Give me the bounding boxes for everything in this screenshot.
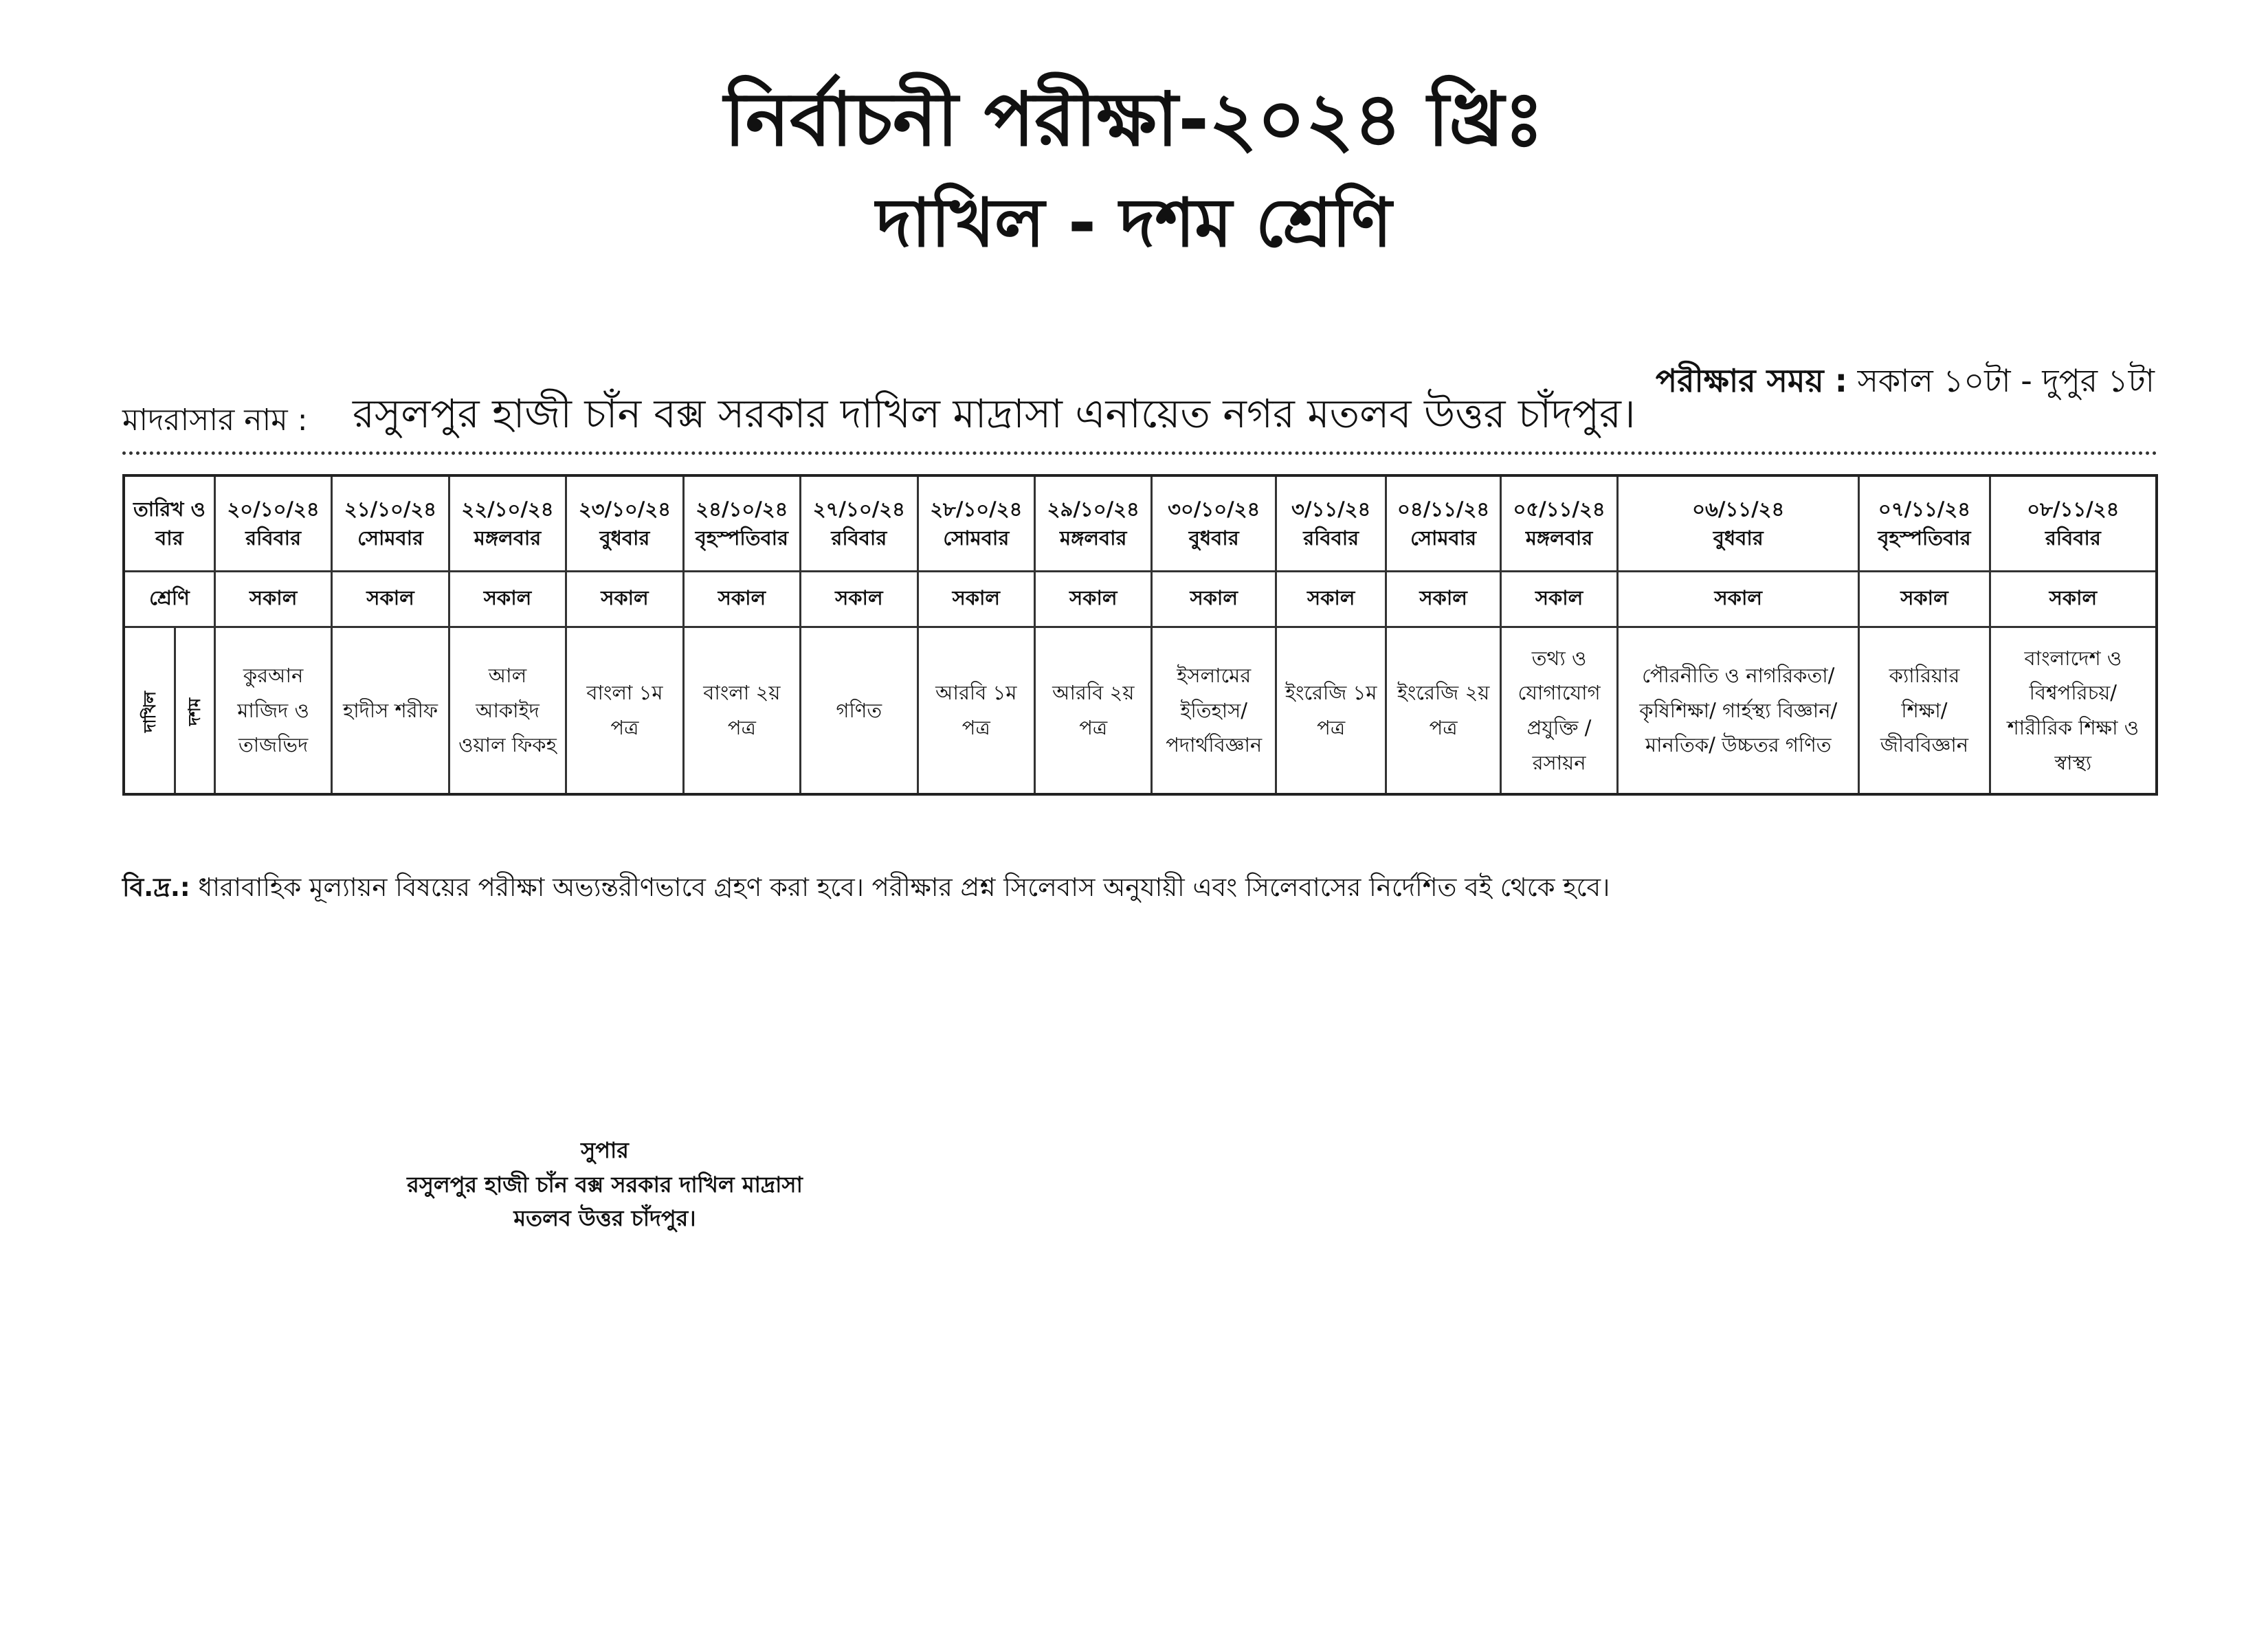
madrasa-name-line [122,390,2158,455]
exam-day: রবিবার [2045,526,2101,550]
exam-day: মঙ্গলবার [474,526,542,550]
exam-day: সোমবার [357,526,424,550]
class-name: দাখিল [140,691,160,732]
date-cell [1500,475,1617,572]
exam-date: ২০/১০/২৪ [227,497,320,521]
shift-cell: সকাল [1386,572,1500,627]
exam-day: বুধবার [1713,526,1764,550]
exam-date: ০৪/১১/২৪ [1397,497,1490,521]
subject-cell: তথ্য ও যোগাযোগ প্রযুক্তি / রসায়ন [1500,627,1617,795]
date-row [124,475,2157,572]
date-cell [566,475,683,572]
note-label: বি.দ্র.: [122,873,190,902]
exam-day: রবিবার [1303,526,1359,550]
signature-address: মতলব উত্তর চাঁদপুর। [513,1205,696,1232]
subject-cell: ইংরেজি ২য় পত্র [1386,627,1500,795]
exam-day: রবিবার [245,526,302,550]
exam-date: ২৯/১০/২৪ [1047,497,1139,521]
shift-cell: সকাল [214,572,331,627]
subject-cell: ইংরেজি ১ম পত্র [1276,627,1386,795]
subject-cell: বাংলা ২য় পত্র [683,627,800,795]
class-group: দশম [185,697,205,726]
exam-date: ২১/১০/২৪ [344,497,437,521]
subject-cell: ক্যারিয়ার শিক্ষা/ জীববিজ্ঞান [1859,627,1990,795]
shift-cell: সকাল [801,572,918,627]
shift-cell: সকাল [449,572,566,627]
date-cell [1386,475,1500,572]
exam-day: সোমবার [943,526,1010,550]
exam-date: ২৩/১০/২৪ [578,497,671,521]
shift-cell: সকাল [683,572,800,627]
date-cell [214,475,331,572]
shift-cell: সকাল [1500,572,1617,627]
exam-date: ২২/১০/২৪ [461,497,554,521]
exam-day: সোমবার [1410,526,1477,550]
subject-cell: ইসলামের ইতিহাস/ পদার্থবিজ্ঞান [1152,627,1276,795]
signature-title: সুপার [581,1137,629,1163]
exam-date: ৩/১১/২৪ [1291,497,1371,521]
subject-cell: আরবি ১ম পত্র [918,627,1034,795]
date-day-header: তারিখ ও বার [124,475,214,572]
date-cell [1859,475,1990,572]
shift-cell: সকাল [918,572,1034,627]
shift-row [124,572,2157,627]
date-cell [801,475,918,572]
page-title: নির্বাচনী পরীক্ষা-২০২৪ খ্রিঃ [724,77,1544,163]
exam-date: ০৫/১১/২৪ [1513,497,1605,521]
exam-time-label: পরীক্ষার সময় : [1655,362,1847,399]
exam-day: মঙ্গলবার [1060,526,1127,550]
subject-cell: বাংলা ১ম পত্র [566,627,683,795]
subject-cell: পৌরনীতি ও নাগরিকতা/ কৃষিশিক্ষা/ গার্হস্থ্য বিজ্ঞান/ মানতিক/ উচ্চতর গণিত [1618,627,1859,795]
note [122,867,1610,910]
exam-day: বৃহস্পতিবার [1878,526,1971,550]
exam-date: ০৭/১১/২৪ [1878,497,1971,521]
subject-row [124,627,2157,795]
signature-institution: রসুলপুর হাজী চাঁন বক্স সরকার দাখিল মাদ্রাসা [407,1171,803,1198]
subject-cell: হাদীস শরীফ [332,627,449,795]
subject-cell: আরবি ২য় পত্র [1035,627,1152,795]
page-subtitle: দাখিল - দশম শ্রেণি [876,184,1392,262]
date-cell [683,475,800,572]
class-group-cell [175,627,214,795]
shift-cell: সকাল [1152,572,1276,627]
exam-routine-table [122,474,2158,796]
shift-cell: সকাল [1276,572,1386,627]
exam-day: রবিবার [831,526,887,550]
date-cell [1276,475,1386,572]
date-cell [918,475,1034,572]
shift-cell: সকাল [1035,572,1152,627]
note-text: ধারাবাহিক মূল্যায়ন বিষয়ের পরীক্ষা অভ্যন্তরীণভাবে গ্রহণ করা হবে। পরীক্ষার প্রশ্ন সিলেবাস অনুযায়ী এবং সিলেবাসের নির্দেশিত বই থেকে হবে। [198,873,1610,902]
date-cell [332,475,449,572]
signature-block [385,1134,825,1236]
madrasa-label: মাদরাসার নাম : [122,403,308,438]
date-cell [1152,475,1276,572]
exam-time-value: সকাল ১০টা - দুপুর ১টা [1857,362,2155,399]
shift-cell: সকাল [1990,572,2157,627]
subject-cell: কুরআন মাজিদ ও তাজভিদ [214,627,331,795]
exam-date: ২৪/১০/২৪ [696,497,788,521]
exam-date: ২৮/১০/২৪ [930,497,1023,521]
exam-day: বুধবার [599,526,650,550]
exam-date: ২৭/১০/২৪ [812,497,905,521]
exam-day: বৃহস্পতিবার [695,526,788,550]
date-cell [1990,475,2157,572]
shift-cell: সকাল [332,572,449,627]
exam-day: বুধবার [1188,526,1239,550]
subject-cell: আল আকাইদ ওয়াল ফিকহ [449,627,566,795]
class-name-cell [124,627,175,795]
exam-day: মঙ্গলবার [1525,526,1593,550]
madrasa-name: রসুলপুর হাজী চাঁন বক্স সরকার দাখিল মাদ্রাসা এনায়েত নগর মতলব উত্তর চাঁদপুর। [353,390,1636,437]
date-cell [1035,475,1152,572]
shift-cell: সকাল [1618,572,1859,627]
date-cell [449,475,566,572]
class-header: শ্রেণি [124,572,214,627]
subject-cell: গণিত [801,627,918,795]
date-cell [1618,475,1859,572]
exam-date: ০৮/১১/২৪ [2027,497,2120,521]
shift-cell: সকাল [566,572,683,627]
exam-date: ০৬/১১/২৪ [1692,497,1785,521]
exam-date: ৩০/১০/২৪ [1168,497,1260,521]
subject-cell: বাংলাদেশ ও বিশ্বপরিচয়/ শারীরিক শিক্ষা ও স্বাস্থ্য [1990,627,2157,795]
shift-cell: সকাল [1859,572,1990,627]
